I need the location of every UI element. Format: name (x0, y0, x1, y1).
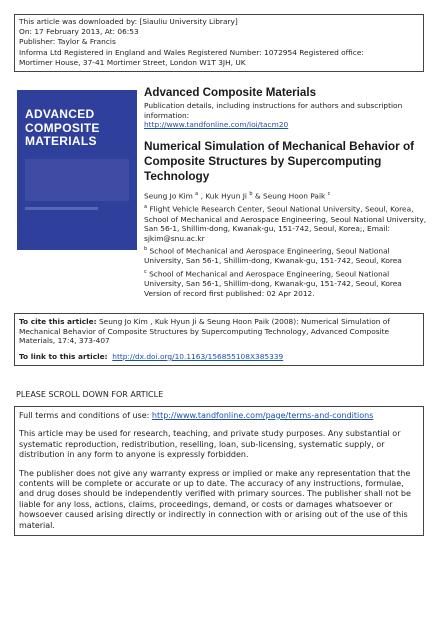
author-name: Seung Hoon Paik (263, 191, 326, 201)
affiliation-marker: b (144, 246, 148, 253)
terms-intro-text: Full terms and conditions of use: (19, 411, 152, 420)
usage-paragraph: This article may be used for research, teaching, and private study purposes. Any substantial or systematic reproduction, redistribution, reselling, loan, sub-licensing, systematic supply, or distribution in any form to anyone is expressly forbidden. (19, 429, 401, 460)
author-name: Seung Jo Kim (144, 191, 193, 201)
cite-label: To cite this article: (19, 317, 97, 326)
publisher-line: Publisher: Taylor & Francis (19, 37, 116, 47)
scroll-notice: PLEASE SCROLL DOWN FOR ARTICLE (16, 390, 164, 399)
affiliation-text: School of Mechanical and Aerospace Engineering, Seoul National University, San 56-1, Shillim-dong, Kwanak-gu, 151-742, Seoul, Korea (144, 269, 402, 289)
address-line: Mortimer House, 37-41 Mortimer Street, London W1T 3JH, UK (19, 57, 246, 67)
author-separator: , (198, 191, 206, 201)
affiliation-marker: c (144, 268, 147, 275)
publication-details (144, 101, 428, 130)
cover-text-block (25, 159, 129, 201)
journal-name: Advanced Composite Materials (144, 86, 317, 99)
citation-paragraph (19, 317, 419, 346)
article-metadata (144, 86, 428, 298)
cover-title: ADVANCED COMPOSITE MATERIALS (25, 107, 100, 148)
doi-link[interactable]: http://dx.doi.org/10.1163/156855108X385339 (112, 351, 284, 361)
publication-details-text: Publication details, including instructions for authors and subscription information: (144, 101, 403, 120)
affiliation-text: Flight Vehicle Research Center, Seoul National University, Seoul, Korea, School of Mechanical and Aerospace Engineering, Seoul National University, San 56-1, Shillim-dong, Kwanak-gu, 151-742, Seoul, Korea;, Email: sjkim@snu.ac.kr (144, 204, 427, 243)
journal-url-link[interactable]: http://www.tandfonline.com/loi/tacm20 (144, 120, 289, 130)
author-affiliation-marker: b (249, 191, 253, 198)
citation-text: Seung Jo Kim , Kuk Hyun Ji & Seung Hoon Paik (2008): Numerical Simulation of Mechanical Behavior of Composite Structures by Supercomputing Technology, Advanced Composite Materials, 17:4, 373-407 (19, 317, 390, 346)
link-label: To link to this article: (19, 351, 108, 361)
terms-box (14, 406, 424, 536)
disclaimer-paragraph: The publisher does not give any warranty express or implied or make any representation that the contents will be complete or accurate or up to date. The accuracy of any instructions, formulae, and drug doses should be independently verified with primary sources. The publisher shall not be liable for any loss, actions, claims, proceedings, demand, or costs or damages whatsoever or howsoever caused arising directly or indirectly in connection with or arising out of the use of this material. (19, 468, 411, 530)
terms-intro (19, 411, 419, 421)
author-separator: & (252, 191, 264, 201)
affiliation-a (144, 203, 428, 243)
terms-url-link[interactable]: http://www.tandfonline.com/page/terms-and-conditions (151, 411, 374, 420)
cover-text-line (25, 207, 98, 210)
affiliation-marker: a (144, 204, 148, 211)
affiliation-b (144, 245, 428, 266)
author-affiliation-marker: a (195, 191, 199, 198)
affiliation-text: School of Mechanical and Aerospace Engineering, Seoul National University, San 56-1, Shillim-dong, Kwanak-gu, 151-742, Seoul, Korea (144, 246, 402, 266)
author-list (144, 190, 428, 201)
link-paragraph (19, 352, 419, 362)
author-affiliation-marker: c (327, 191, 331, 198)
version-of-record: Version of record first published: 02 Apr 2012. (144, 288, 315, 298)
download-date-line: On: 17 February 2013, At: 06:53 (19, 27, 139, 37)
citation-box (14, 313, 424, 366)
download-line: This article was downloaded by: [Siauliu University Library] (19, 17, 238, 26)
download-info-box (14, 14, 424, 72)
article-title: Numerical Simulation of Mechanical Behavior of Composite Structures by Supercomputing Technology (144, 138, 415, 184)
author-name: Kuk Hyun Ji (205, 191, 247, 201)
registration-line: Informa Ltd Registered in England and Wales Registered Number: 1072954 Registered office: (19, 47, 364, 57)
journal-cover-image (17, 90, 137, 250)
affiliation-c (144, 268, 428, 298)
